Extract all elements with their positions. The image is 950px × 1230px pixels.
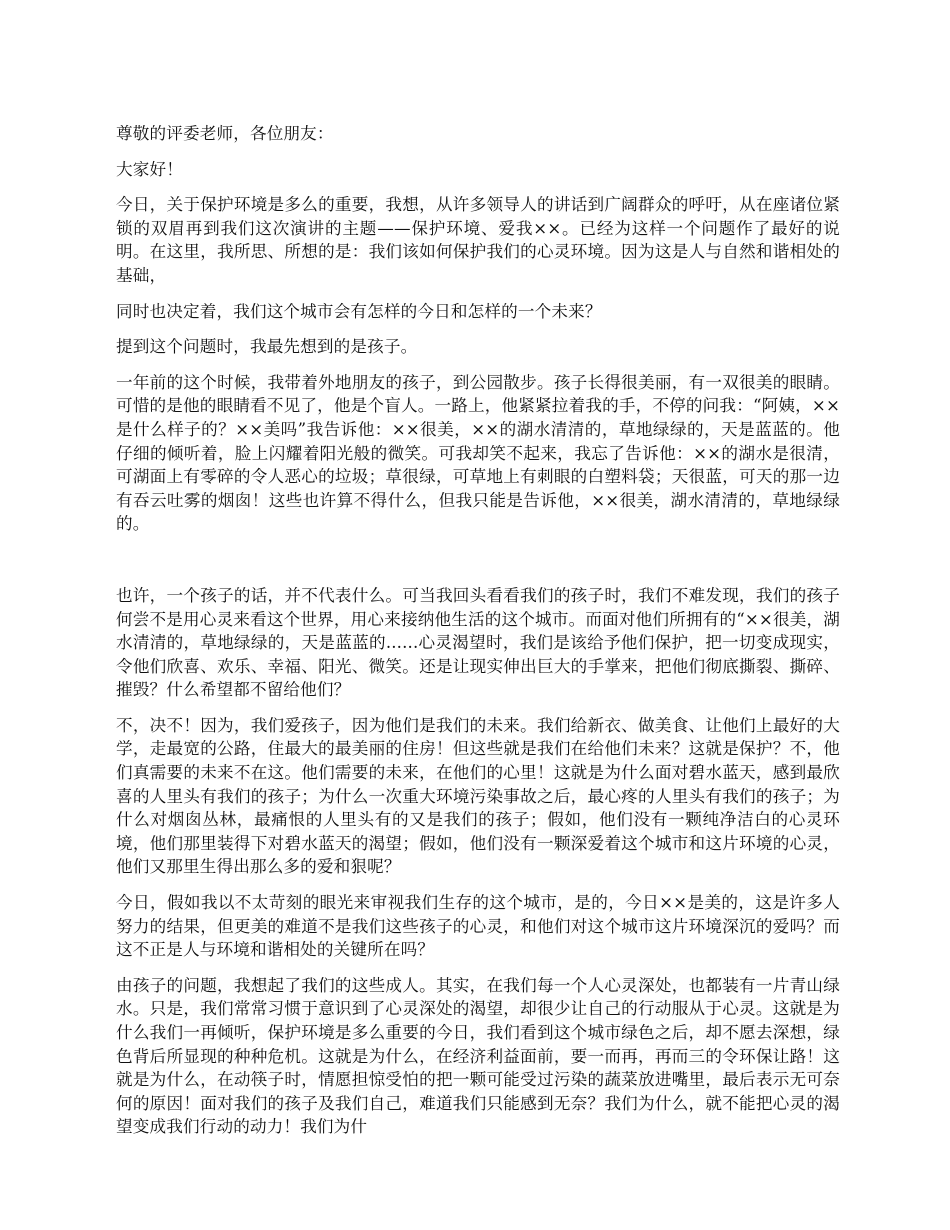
document-page xyxy=(116,122,840,1151)
paragraph-story: 一年前的这个时候，我带着外地朋友的孩子，到公园散步。孩子长得很美丽，有一双很美的眼睛。可惜的是他的眼睛看不见了，他是个盲人。一路上，他紧紧拉着我的手，不停的问我：“阿姨，××是什么样子的？××美吗”我告诉他：××很美，××的湖水清清的，草地绿绿的，天是蓝蓝的。他仔细的倾听着，脸上闪耀着阳光般的微笑。可我却笑不起来，我忘了告诉他：××的湖水是很清，可湖面上有零碎的令人恶心的垃圾；草很绿，可草地上有刺眼的白塑料袋；天很蓝，可天的那一边有吞云吐雾的烟囱！这些也许算不得什么，但我只能是告诉他，××很美，湖水清清的，草地绿绿的。 xyxy=(116,372,840,534)
section-gap xyxy=(116,548,840,584)
paragraph-adults: 由孩子的问题，我想起了我们的这些成人。其实，在我们每一个人心灵深处，也都装有一片青山绿水。只是，我们常常习惯于意识到了心灵深处的渴望，却很少让自己的行动服从于心灵。这就是为什么我们一再倾听，保护环境是多么重要的今日，我们看到这个城市绿色之后，却不愿去深想，绿色背后所显现的种种危机。这就是为什么，在经济利益面前，要一而再，再而三的令环保让路！这就是为什么，在动筷子时，情愿担惊受怕的把一颗可能受过污染的蔬菜放进嘴里，最后表示无可奈何的原因！面对我们的孩子及我们自己，难道我们只能感到无奈？我们为什么，就不能把心灵的渴望变成我们行动的动力！我们为什 xyxy=(116,975,840,1137)
paragraph-perhaps: 也许，一个孩子的话，并不代表什么。可当我回头看看我们的孩子时，我们不难发现，我们的孩子何尝不是用心灵来看这个世界，用心来接纳他生活的这个城市。而面对他们所拥有的“××很美，湖水清清的，草地绿绿的，天是蓝蓝的......心灵渴望时，我们是该给予他们保护，把一切变成现实，令他们欣喜、欢乐、幸福、阳光、微笑。还是让现实伸出巨大的手掌来，把他们彻底撕裂、撕碎、摧毁？什么希望都不留给他们？ xyxy=(116,585,840,700)
greeting: 大家好！ xyxy=(116,159,183,179)
paragraph-today: 今日，假如我以不太苛刻的眼光来审视我们生存的这个城市，是的，今日××是美的，这是许多人努力的结果，但更美的难道不是我们这些孩子的心灵，和他们对这个城市这片环境深沉的爱吗？而这不正是人与环境和谐相处的关键所在吗？ xyxy=(116,893,840,960)
paragraph-intro: 今日，关于保护环境是多么的重要，我想，从许多领导人的讲话到广阔群众的呼吁，从在座诸位紧锁的双眉再到我们这次演讲的主题——保护环境、爱我××。已经为这样一个问题作了最好的说明。在这里，我所思、所想的是：我们该如何保护我们的心灵环境。因为这是人与自然和谐相处的基础， xyxy=(116,195,840,285)
salutation: 尊敬的评委老师，各位朋友： xyxy=(116,124,334,143)
paragraph-no: 不，决不！因为，我们爱孩子，因为他们是我们的未来。我们给新衣、做美食、让他们上最好的大学，走最宽的公路，住最大的最美丽的住房！但这些就是我们在给他们未来？这就是保护？不，他们真需要的未来不在这。他们需要的未来，在他们的心里！这就是为什么面对碧水蓝天，感到最欣喜的人里头有我们的孩子；为什么一次重大环境污染事故之后，最心疼的人里头有我们的孩子；为什么对烟囱丛林，最痛恨的人里头有的又是我们的孩子；假如，他们没有一颗纯净洁白的心灵环境，他们那里装得下对碧水蓝天的渴望；假如，他们没有一颗深爱着这个城市和这片环境的心灵，他们又那里生得出那么多的爱和狠呢？ xyxy=(116,715,840,877)
paragraph-future: 同时也决定着，我们这个城市会有怎样的今日和怎样的一个未来？ xyxy=(116,301,602,321)
paragraph-children: 提到这个问题时，我最先想到的是孩子。 xyxy=(116,337,418,357)
